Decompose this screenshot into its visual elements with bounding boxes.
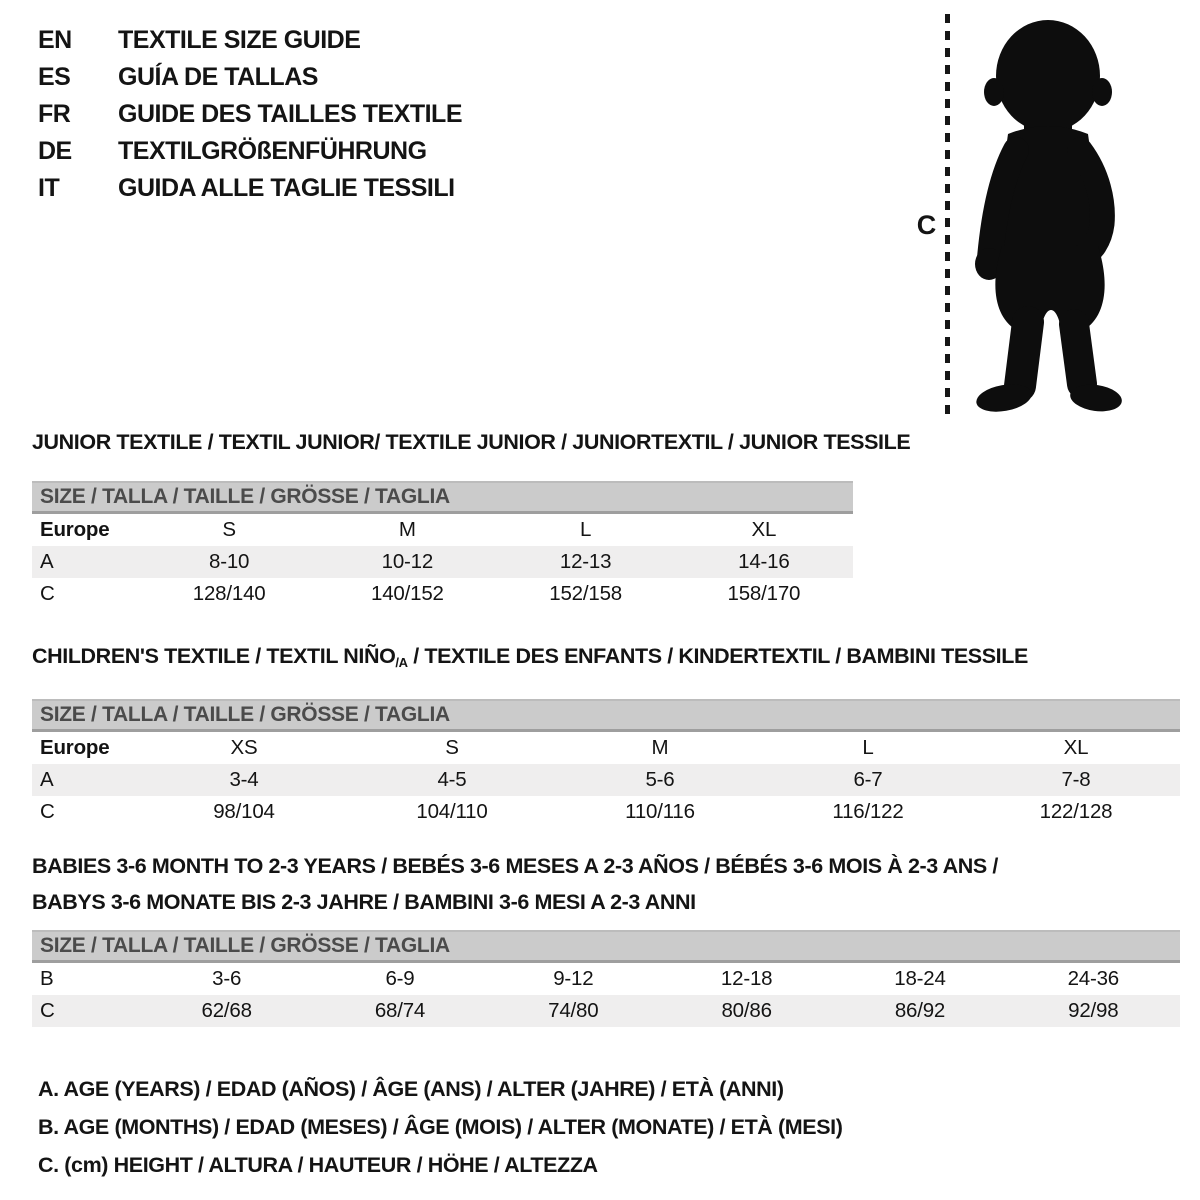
size-cell: M (398, 518, 416, 541)
height-cell: 116/122 (832, 800, 904, 823)
measurement-legend (38, 1070, 843, 1184)
size-cell: S (445, 736, 459, 759)
title-sub: /A (395, 655, 408, 670)
lang-code: FR (38, 100, 71, 128)
size-cell: L (862, 736, 874, 759)
height-cell: 110/116 (625, 800, 695, 823)
height-cell: 86/92 (894, 999, 946, 1022)
age-cell: 7-8 (1061, 768, 1091, 791)
lang-row-en (38, 22, 462, 59)
section-title: JUNIOR TEXTILE / TEXTIL JUNIOR/ TEXTILE JUNIOR / JUNIORTEXTIL / JUNIOR TESSILE (32, 430, 911, 454)
months-cell: 3-6 (212, 967, 242, 990)
height-cell: 140/152 (371, 582, 444, 605)
row-label: Europe (40, 518, 110, 541)
legend-age-months: B. AGE (MONTHS) / EDAD (MESES) / ÂGE (MOIS) / ALTER (MONATE) / ETÀ (MESI) (38, 1115, 843, 1139)
legend-age-years: A. AGE (YEARS) / EDAD (AÑOS) / ÂGE (ANS) / ALTER (JAHRE) / ETÀ (ANNI) (38, 1077, 784, 1101)
age-cell: 14-16 (738, 550, 790, 573)
age-cell: 4-5 (437, 768, 467, 791)
height-cell: 98/104 (213, 800, 275, 823)
height-dashed-line (945, 14, 950, 418)
lang-title: TEXTILGRÖßENFÜHRUNG (118, 137, 427, 165)
row-label: C (40, 800, 55, 823)
height-cell: 80/86 (721, 999, 772, 1022)
months-cell: 12-18 (720, 967, 773, 990)
months-cell: 9-12 (553, 967, 594, 990)
lang-row-de (38, 133, 462, 170)
junior-textile-section (32, 430, 911, 610)
lang-row-fr (38, 96, 462, 133)
age-cell: 8-10 (209, 550, 250, 573)
row-label: C (40, 582, 55, 605)
lang-title: GUÍA DE TALLAS (118, 63, 318, 91)
toddler-silhouette-icon (956, 12, 1146, 422)
size-header-bar: SIZE / TALLA / TAILLE / GRÖSSE / TAGLIA (32, 930, 1180, 963)
lang-row-it (38, 170, 462, 207)
lang-code: EN (38, 26, 72, 54)
childrens-textile-section (32, 644, 1180, 828)
legend-height-cm: C. (cm) HEIGHT / ALTURA / HAUTEUR / HÖHE / ALTEZZA (38, 1153, 598, 1177)
height-cell: 92/98 (1068, 999, 1119, 1022)
lang-title: GUIDE DES TAILLES TEXTILE (118, 100, 463, 128)
row-label: C (40, 999, 55, 1022)
height-cell: 104/110 (416, 800, 488, 823)
height-measure-label: C (916, 210, 936, 240)
babies-textile-section (32, 848, 1180, 1027)
size-cell: XS (230, 736, 258, 759)
lang-code: DE (38, 137, 72, 165)
lang-title: GUIDA ALLE TAGLIE TESSILI (118, 174, 455, 202)
size-header-bar: SIZE / TALLA / TAILLE / GRÖSSE / TAGLIA (32, 699, 1180, 732)
months-cell: 18-24 (894, 967, 946, 990)
months-cell: 6-9 (385, 967, 415, 990)
row-label: B (40, 967, 54, 990)
lang-title: TEXTILE SIZE GUIDE (118, 26, 361, 54)
size-cell: L (580, 518, 592, 541)
age-cell: 10-12 (381, 550, 434, 573)
table-row-age (32, 546, 853, 578)
table-row-months (32, 963, 1180, 995)
age-cell: 6-7 (853, 768, 883, 791)
months-cell: 24-36 (1067, 967, 1120, 990)
lang-code: IT (38, 174, 60, 202)
section-title-line2: BABYS 3-6 MONATE BIS 2-3 JAHRE / BAMBINI 3-6 MESI A 2-3 ANNI (32, 890, 696, 914)
age-cell: 12-13 (559, 550, 612, 573)
table-row-europe (32, 514, 853, 546)
height-cell: 62/68 (201, 999, 252, 1022)
size-cell: XL (1063, 736, 1089, 759)
table-row-height (32, 578, 853, 610)
table-row-height (32, 796, 1180, 828)
age-cell: 3-4 (229, 768, 259, 791)
size-cell: XL (751, 518, 777, 541)
height-cell: 128/140 (192, 582, 266, 605)
height-cell: 74/80 (548, 999, 599, 1022)
row-label: Europe (40, 736, 110, 759)
row-label: A (40, 768, 54, 791)
title-part: CHILDREN'S TEXTILE / TEXTIL NIÑO (32, 644, 396, 668)
size-header-bar: SIZE / TALLA / TAILLE / GRÖSSE / TAGLIA (32, 481, 853, 514)
section-title-line1: BABIES 3-6 MONTH TO 2-3 YEARS / BEBÉS 3-6 MESES A 2-3 AÑOS / BÉBÉS 3-6 MOIS À 2-3 ANS / (32, 854, 998, 878)
row-label: A (40, 550, 54, 573)
lang-code: ES (38, 63, 71, 91)
table-row-age (32, 764, 1180, 796)
lang-row-es (38, 59, 462, 96)
language-title-list (38, 22, 462, 207)
section-title (32, 644, 1180, 675)
height-cell: 152/158 (549, 582, 622, 605)
title-part: / TEXTILE DES ENFANTS / KINDERTEXTIL / BAMBINI TESSILE (407, 644, 1028, 668)
height-cell: 122/128 (1039, 800, 1113, 823)
table-row-height (32, 995, 1180, 1027)
height-cell: 68/74 (374, 999, 426, 1022)
size-cell: S (222, 518, 236, 541)
size-cell: M (651, 736, 669, 759)
table-row-europe (32, 732, 1180, 764)
height-cell: 158/170 (727, 582, 801, 605)
age-cell: 5-6 (645, 768, 675, 791)
